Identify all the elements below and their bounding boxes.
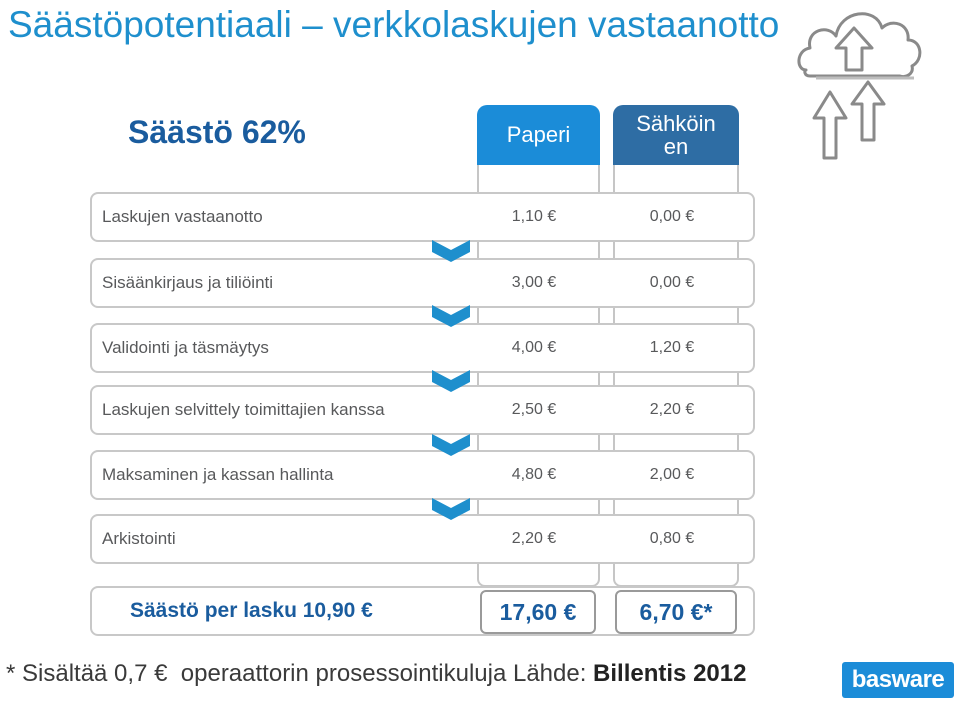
total-saving-label: Säästö per lasku 10,90 € [130,599,373,622]
paper-cost: 3,00 € [511,274,557,291]
saving-headline: Säästö 62% [128,114,306,150]
electronic-cost: 1,20 € [649,339,695,356]
paper-cost: 2,20 € [511,530,557,547]
cost-row [90,192,755,242]
cost-row [90,514,755,564]
chevron-down-icon [432,305,470,327]
chevron-down-icon [432,240,470,262]
cloud-upload-icon [796,0,960,170]
cost-row [90,385,755,435]
electronic-cost: 0,00 € [649,208,695,225]
chevron-down-icon [432,370,470,392]
paper-cost: 4,80 € [511,466,557,483]
electronic-column-header [613,105,739,165]
cost-row [90,450,755,500]
paper-total: 17,60 € [480,590,596,634]
footnote-text: * Sisältää 0,7 € operaattorin prosessointikuluja Lähde: [6,660,594,687]
cost-row [90,258,755,308]
electronic-cost: 2,00 € [649,466,695,483]
paper-cost: 2,50 € [511,401,557,418]
electronic-cost: 0,80 € [649,530,695,547]
basware-logo: basware [842,662,954,698]
cost-row-label: Arkistointi [102,529,176,548]
footnote-source: Billentis 2012 [593,660,747,687]
electronic-total: 6,70 €* [615,590,737,634]
chevron-down-icon [432,498,470,520]
cost-row-label: Laskujen vastaanotto [102,207,263,226]
paper-cost: 1,10 € [511,208,557,225]
paper-column-header: Paperi [477,105,600,165]
cost-row-label: Laskujen selvittely toimittajien kanssa [102,400,385,419]
cost-row-label: Validointi ja täsmäytys [102,338,269,357]
page-title: Säästöpotentiaali – verkkolaskujen vastaanotto [8,4,780,45]
paper-cost: 4,00 € [511,339,557,356]
cost-row [90,323,755,373]
electronic-cost: 0,00 € [649,274,695,291]
electronic-cost: 2,20 € [649,401,695,418]
cost-row-label: Sisäänkirjaus ja tiliöinti [102,273,274,292]
cost-row-label: Maksaminen ja kassan hallinta [102,465,334,484]
electronic-column-header-label: Sähköin en [636,110,716,159]
footnote [6,660,746,688]
chevron-down-icon [432,434,470,456]
